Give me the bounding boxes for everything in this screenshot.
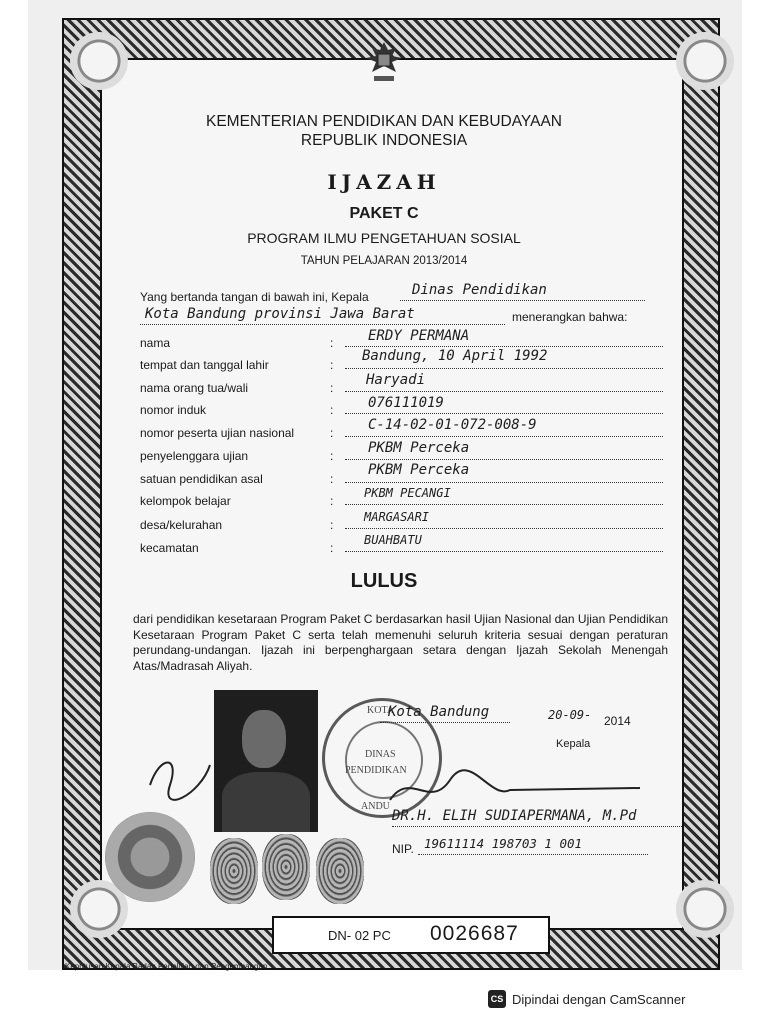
serial-number: 0026687 <box>430 922 519 945</box>
program-title: PROGRAM ILMU PENGETAHUAN SOSIAL <box>247 230 521 246</box>
field-label: nama orang tua/wali <box>140 381 249 395</box>
intro-handwritten-2: Kota Bandung provinsi Jawa Barat <box>145 306 415 322</box>
camscanner-text: Dipindai dengan CamScanner <box>512 991 686 1007</box>
field-label: kelompok belajar <box>140 494 231 508</box>
field-colon: : <box>330 336 334 350</box>
stamp-bottom-text: ANDU <box>361 801 390 812</box>
field-colon: : <box>330 449 334 463</box>
document-title: IJAZAH <box>327 170 441 194</box>
field-value-nomor-peserta: C-14-02-01-072-008-9 <box>368 417 537 433</box>
intro-handwritten-1: Dinas Pendidikan <box>412 282 547 298</box>
signature-date: 20-09- <box>548 708 592 722</box>
field-value-desa: MARGASARI <box>364 510 430 524</box>
fingerprint <box>262 834 310 900</box>
serial-prefix: DN- 02 PC <box>328 928 391 943</box>
ministry-heading: KEMENTERIAN PENDIDIKAN DAN KEBUDAYAAN <box>206 113 562 130</box>
footer-note: Keputusan Kepala Badan Penelitian dan Pengembangan <box>65 962 268 971</box>
fingerprint <box>210 838 258 904</box>
field-colon: : <box>330 494 334 508</box>
corner-ornament <box>676 32 734 90</box>
intro-text: Yang bertanda tangan di bawah ini, Kepala <box>140 290 369 304</box>
signature-scribble-left <box>140 745 220 805</box>
official-name: DR.H. ELIH SUDIAPERMANA, M.Pd <box>392 808 637 824</box>
field-colon: : <box>330 518 334 532</box>
field-value-satuan: PKBM Perceka <box>368 462 470 478</box>
camscanner-logo-icon: CS <box>488 990 506 1008</box>
field-colon: : <box>330 426 334 440</box>
field-colon: : <box>330 472 334 486</box>
field-value-penyelenggara: PKBM Perceka <box>368 440 470 456</box>
field-label: penyelenggara ujian <box>140 449 249 463</box>
garuda-emblem-icon <box>360 38 408 86</box>
field-label: nama <box>140 336 171 350</box>
field-label: tempat dan tanggal lahir <box>140 358 269 372</box>
intro-suffix: menerangkan bahwa: <box>512 310 628 324</box>
camscanner-watermark <box>488 988 685 1010</box>
field-label: nomor induk <box>140 403 207 417</box>
corner-ornament <box>676 880 734 938</box>
student-photo <box>214 690 318 832</box>
signature-year: 2014 <box>604 714 631 728</box>
corner-ornament <box>70 32 128 90</box>
result-heading: LULUS <box>350 570 418 592</box>
field-colon: : <box>330 541 334 555</box>
field-label: desa/kelurahan <box>140 518 223 532</box>
field-label: satuan pendidikan asal <box>140 472 263 486</box>
field-value-kecamatan: BUAHBATU <box>364 533 422 547</box>
field-colon: : <box>330 403 334 417</box>
nip-label: NIP. <box>392 842 414 856</box>
field-colon: : <box>330 381 334 395</box>
stamp-middle-text-1: DINAS <box>365 749 396 760</box>
nip-value: 19611114 198703 1 001 <box>424 836 583 851</box>
field-value-nomor-induk: 076111019 <box>368 395 444 411</box>
signature-kepala: Kepala <box>556 738 591 750</box>
republic-heading: REPUBLIK INDONESIA <box>300 132 468 149</box>
stamp-middle-text-2: PENDIDIKAN <box>345 765 407 776</box>
field-value-ttl: Bandung, 10 April 1992 <box>362 348 548 364</box>
statement-paragraph: dari pendidikan kesetaraan Program Paket C berdasarkan hasil Ujian Nasional dan Ujian Pendidikan Kesetaraan Program Paket C serta telah memenuhi seluruh kriteria sesuai dengan peraturan perundang-undangan. Ijazah ini berpenghargaan setara dengan Ijazah Sekolah Menengah Atas/Madrasah Aliyah. <box>133 612 668 673</box>
field-value-orang-tua: Haryadi <box>366 372 426 388</box>
field-value-nama: ERDY PERMANA <box>368 328 470 344</box>
fingerprint <box>316 838 364 904</box>
field-value-kelompok: PKBM PECANGI <box>364 486 451 500</box>
stamp-top-text: KOTA <box>367 705 394 716</box>
embossed-seal <box>105 812 195 902</box>
academic-year: TAHUN PELAJARAN 2013/2014 <box>300 255 468 267</box>
field-label: nomor peserta ujian nasional <box>140 426 295 440</box>
field-label: kecamatan <box>140 541 199 555</box>
field-colon: : <box>330 358 334 372</box>
paket-title: PAKET C <box>349 205 419 222</box>
signature-place: Kota Bandung <box>388 704 490 720</box>
